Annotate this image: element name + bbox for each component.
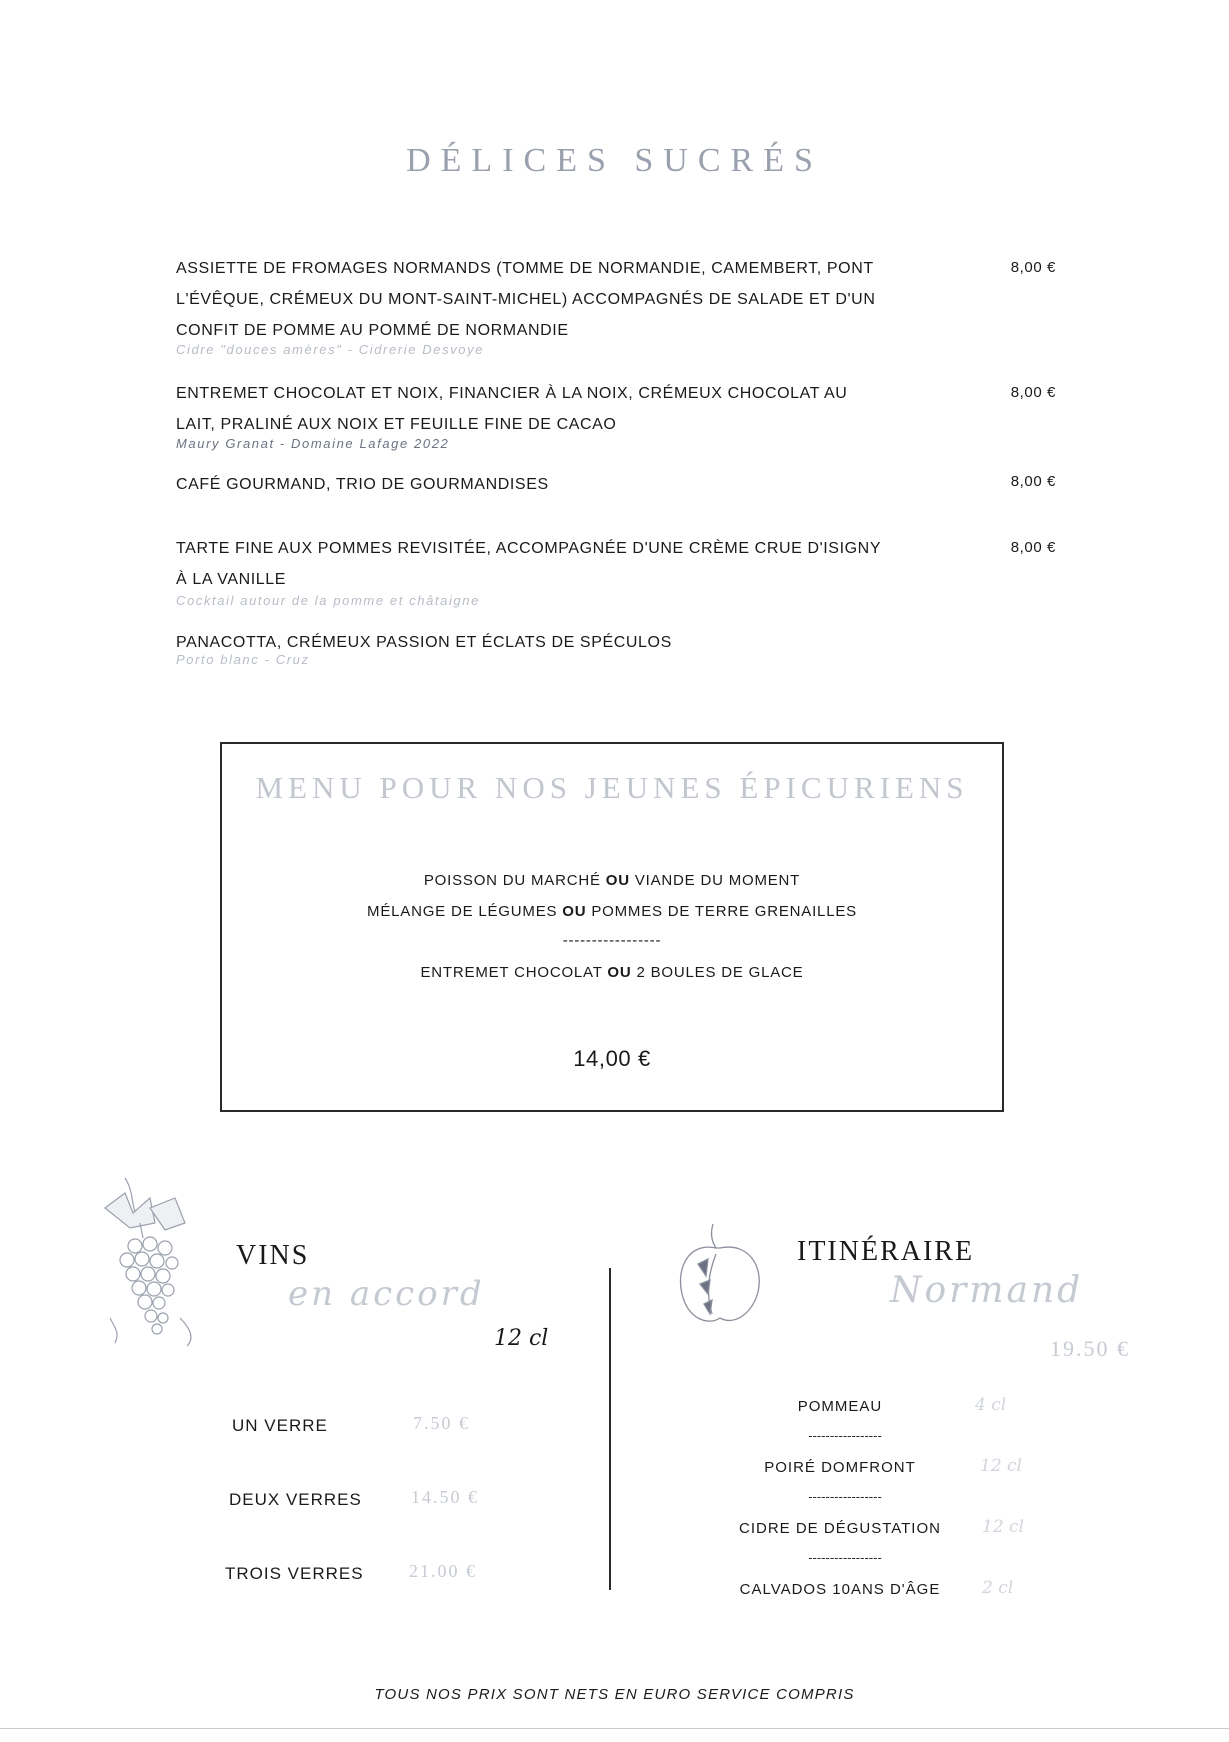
dessert-item: [176, 253, 896, 357]
dessert-pairing: Cidre "douces amères" - Cidrerie Desvoye: [176, 342, 485, 357]
itinerary-item-volume: 12 cl: [980, 1456, 1022, 1476]
dessert-pairing: Porto blanc - Cruz: [176, 652, 310, 667]
dessert-item: [176, 627, 896, 667]
dessert-name-line: CONFIT DE POMME AU POMMÉ DE NORMANDIE: [176, 322, 569, 339]
itinerary-price: 19.50 €: [1050, 1336, 1130, 1361]
grape-icon: [95, 1168, 210, 1353]
kids-menu-main-line: [220, 872, 1004, 889]
kids-menu-title: MENU POUR NOS JEUNES ÉPICURIENS: [255, 770, 969, 805]
kids-menu-dessert-line: [220, 964, 1004, 981]
itinerary-item-label: CIDRE DE DÉGUSTATION: [739, 1520, 941, 1537]
itinerary-title: ITINÉRAIRE: [797, 1236, 975, 1267]
wines-volume: 12 cl: [494, 1326, 549, 1351]
kids-choice: VIANDE DU MOMENT: [634, 872, 801, 889]
wine-option-label: UN VERRE: [232, 1416, 328, 1435]
page-title: DÉLICES SUCRÉS: [406, 142, 823, 179]
dessert-name-line: ENTREMET CHOCOLAT ET NOIX, FINANCIER À LA NOIX, CRÉMEUX CHOCOLAT AU: [176, 385, 848, 402]
dessert-pairing: Maury Granat - Domaine Lafage 2022: [176, 436, 450, 451]
kids-choice: POMMES DE TERRE GRENAILLES: [591, 903, 857, 920]
dessert-item: [176, 469, 896, 500]
itinerary-separator: -----------------: [808, 1489, 882, 1504]
dessert-name-line: CAFÉ GOURMAND, TRIO DE GOURMANDISES: [176, 476, 549, 493]
dessert-name-line: PANACOTTA, CRÉMEUX PASSION ET ÉCLATS DE SPÉCULOS: [176, 634, 672, 651]
itinerary-item-label: CALVADOS 10ANS D'ÂGE: [739, 1581, 941, 1598]
wine-option-price: 14.50 €: [411, 1487, 479, 1507]
wine-option-label: TROIS VERRES: [225, 1564, 364, 1583]
kids-or: OU: [605, 872, 630, 889]
dessert-item: [176, 378, 896, 451]
kids-choice: POISSON DU MARCHÉ: [423, 872, 601, 889]
dessert-price: 8,00 €: [1010, 259, 1056, 276]
dessert-name-line: TARTE FINE AUX POMMES REVISITÉE, ACCOMPAGNÉE D'UNE CRÈME CRUE D'ISIGNY: [176, 540, 882, 557]
dessert-price: 8,00 €: [1010, 473, 1056, 490]
column-divider: [609, 1268, 611, 1590]
itinerary-item-label: POIRÉ DOMFRONT: [764, 1459, 916, 1476]
kids-or: OU: [562, 903, 587, 920]
footer-note: TOUS NOS PRIX SONT NETS EN EURO SERVICE COMPRIS: [374, 1686, 855, 1703]
wines-title: VINS: [236, 1240, 310, 1271]
itinerary-separator: -----------------: [808, 1428, 882, 1443]
wine-option-price: 21.00 €: [409, 1561, 477, 1581]
itinerary-item-label: POMMEAU: [797, 1398, 883, 1415]
kids-menu-side-line: [220, 903, 1004, 920]
dessert-item: [176, 533, 896, 608]
dessert-name-line: LAIT, PRALINÉ AUX NOIX ET FEUILLE FINE DE CACAO: [176, 416, 617, 433]
dessert-pairing: Cocktail autour de la pomme et châtaigne: [176, 593, 480, 608]
kids-choice: 2 BOULES DE GLACE: [636, 964, 804, 981]
itinerary-item-volume: 2 cl: [982, 1578, 1014, 1598]
wine-option-price: 7.50 €: [413, 1413, 470, 1433]
kids-menu-price: 14,00 €: [573, 1046, 651, 1071]
dessert-name-line: À LA VANILLE: [176, 571, 287, 588]
bottom-rule: [0, 1728, 1229, 1729]
itinerary-separator: -----------------: [808, 1550, 882, 1565]
dessert-name-line: L'ÉVÊQUE, CRÉMEUX DU MONT-SAINT-MICHEL) ACCOMPAGNÉS DE SALADE ET D'UN: [176, 291, 876, 308]
dessert-price: 8,00 €: [1010, 539, 1056, 556]
kids-choice: MÉLANGE DE LÉGUMES: [367, 903, 558, 920]
apple-icon: [668, 1214, 768, 1334]
itinerary-item-volume: 12 cl: [982, 1517, 1024, 1537]
kids-or: OU: [607, 964, 632, 981]
itinerary-subtitle: Normand: [890, 1270, 1084, 1311]
dessert-price: 8,00 €: [1010, 384, 1056, 401]
kids-choice: ENTREMET CHOCOLAT: [420, 964, 603, 981]
kids-menu-separator: -----------------: [562, 932, 662, 949]
wine-option-label: DEUX VERRES: [229, 1490, 362, 1509]
itinerary-item-volume: 4 cl: [975, 1395, 1007, 1415]
dessert-name-line: ASSIETTE DE FROMAGES NORMANDS (TOMME DE NORMANDIE, CAMEMBERT, PONT: [176, 260, 874, 277]
wines-subtitle: en accord: [288, 1274, 485, 1314]
